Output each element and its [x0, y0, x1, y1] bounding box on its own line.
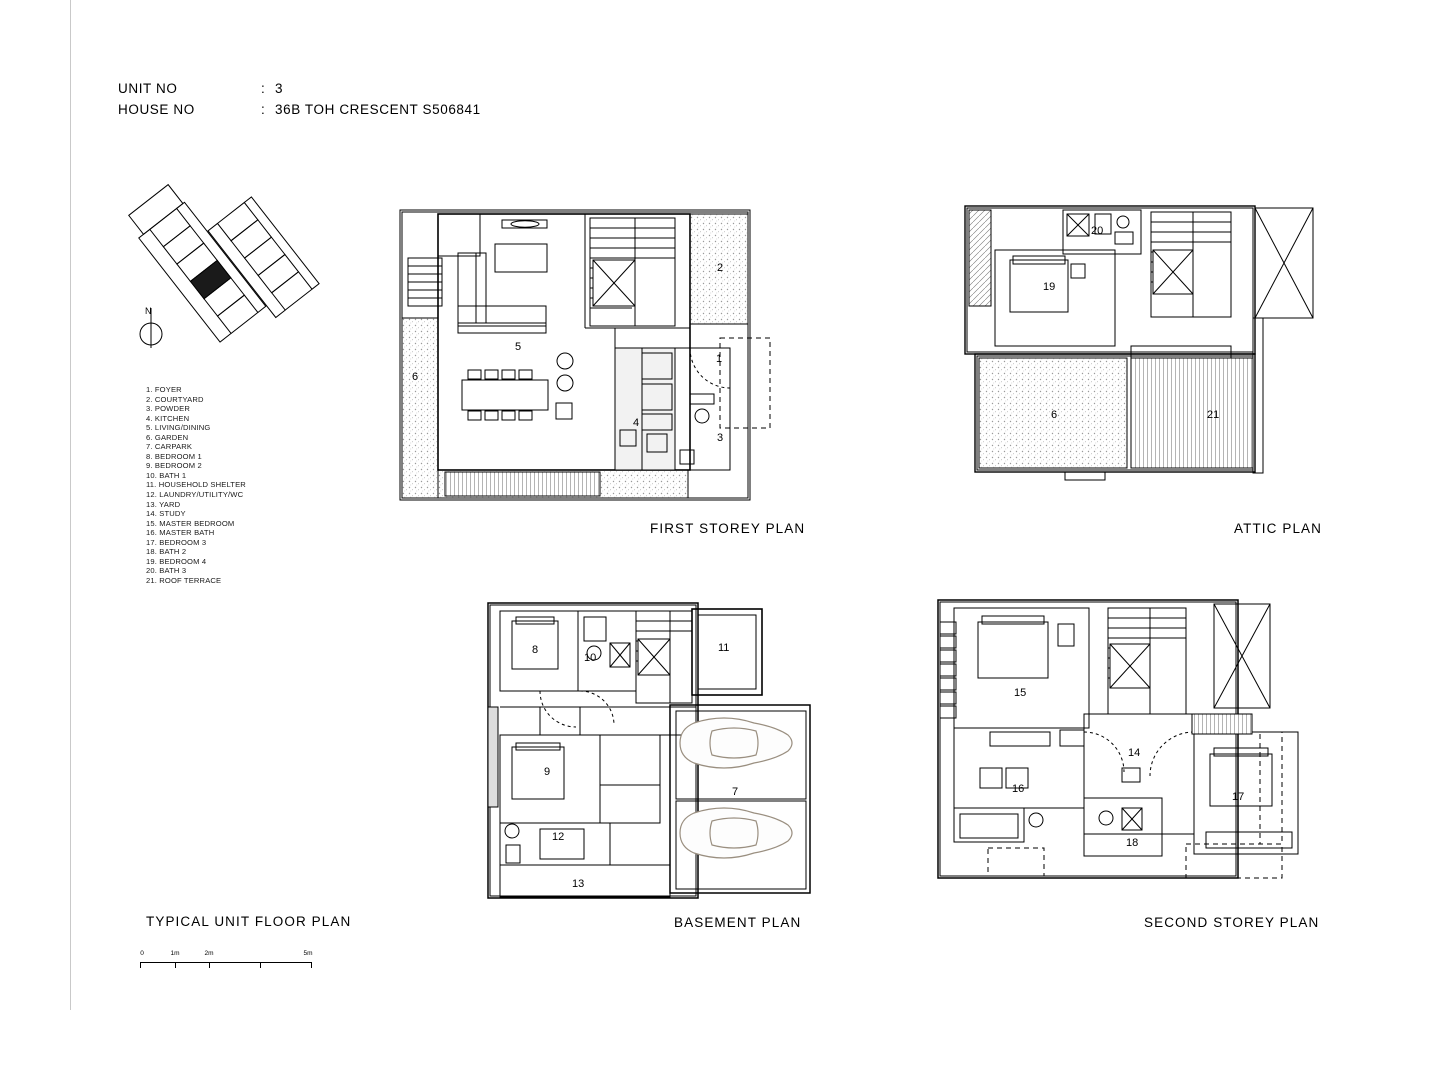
legend-item: 11. HOUSEHOLD SHELTER [146, 480, 246, 490]
scale-label: 2m [204, 950, 214, 957]
second-storey-plan-drawing [930, 592, 1320, 910]
scale-bar [140, 950, 315, 976]
room-number: 17 [1232, 791, 1245, 803]
attic-plan-drawing [955, 198, 1315, 498]
typical-unit-plan-title: TYPICAL UNIT FLOOR PLAN [146, 914, 352, 929]
legend-item: 13. YARD [146, 499, 181, 509]
scale-bar-ticks [140, 962, 312, 968]
page-left-rule [70, 0, 71, 1010]
room-number: 4 [633, 417, 640, 429]
basement-plan-drawing [480, 595, 835, 910]
scale-label: 5m [303, 950, 313, 957]
unit-info-header [118, 78, 481, 120]
unit-no-value: 3 [275, 81, 284, 96]
room-number: 3 [717, 432, 724, 444]
legend-item: 1. FOYER [146, 385, 182, 394]
room-number: 12 [552, 831, 565, 843]
house-no-value: 36B TOH CRESCENT S506841 [275, 102, 481, 117]
house-no-row [118, 99, 481, 120]
house-no-separator: : [261, 102, 266, 117]
room-number: 14 [1128, 747, 1141, 759]
legend-item: 21. ROOF TERRACE [146, 575, 222, 585]
legend-item: 3. POWDER [146, 404, 190, 414]
room-number: 19 [1043, 281, 1056, 293]
legend-item: 8. BEDROOM 1 [146, 451, 202, 461]
room-number: 8 [532, 644, 539, 656]
room-number: 16 [1012, 783, 1025, 795]
room-number: 20 [1091, 225, 1104, 237]
room-number: 21 [1207, 409, 1220, 421]
legend-item: 14. STUDY [146, 509, 186, 519]
svg-text:N: N [145, 306, 152, 316]
room-number: 9 [544, 766, 551, 778]
legend-item: 12. LAUNDRY/UTILITY/WC [146, 490, 244, 500]
attic-plan-title: ATTIC PLAN [1234, 521, 1323, 536]
room-number: 15 [1014, 687, 1027, 699]
scale-label: 1m [170, 950, 180, 957]
room-number: 1 [716, 353, 723, 365]
legend-item: 19. BEDROOM 4 [146, 556, 207, 566]
room-number: 6 [412, 371, 419, 383]
room-number: 11 [718, 642, 730, 654]
room-legend [146, 385, 246, 585]
room-number: 13 [572, 878, 585, 890]
first-storey-plan-title: FIRST STOREY PLAN [650, 521, 806, 536]
legend-item: 18. BATH 2 [146, 547, 187, 557]
unit-no-label: UNIT NO [118, 81, 178, 96]
room-number: 18 [1126, 837, 1139, 849]
legend-item: 15. MASTER BEDROOM [146, 518, 235, 528]
room-number: 5 [515, 341, 522, 353]
scale-label: 0 [140, 950, 144, 957]
basement-plan-title: BASEMENT PLAN [674, 915, 802, 930]
legend-item: 2. COURTYARD [146, 394, 204, 404]
first-storey-plan-drawing [390, 198, 790, 516]
legend-item: 4. KITCHEN [146, 413, 190, 423]
room-number: 10 [584, 652, 597, 664]
second-storey-plan-title: SECOND STOREY PLAN [1144, 915, 1320, 930]
legend-item: 10. BATH 1 [146, 470, 187, 480]
legend-item: 7. CARPARK [146, 442, 193, 452]
room-number: 6 [1051, 409, 1058, 421]
legend-item: 6. GARDEN [146, 432, 189, 442]
unit-no-row [118, 78, 481, 99]
house-no-label: HOUSE NO [118, 102, 195, 117]
legend-item: 9. BEDROOM 2 [146, 461, 202, 471]
room-number: 7 [732, 786, 739, 798]
legend-item: 5. LIVING/DINING [146, 423, 211, 433]
legend-item: 16. MASTER BATH [146, 528, 215, 538]
north-compass-icon [140, 304, 176, 350]
legend-item: 20. BATH 3 [146, 566, 187, 576]
legend-item: 17. BEDROOM 3 [146, 537, 207, 547]
room-number: 2 [717, 262, 724, 274]
unit-no-separator: : [261, 81, 266, 96]
